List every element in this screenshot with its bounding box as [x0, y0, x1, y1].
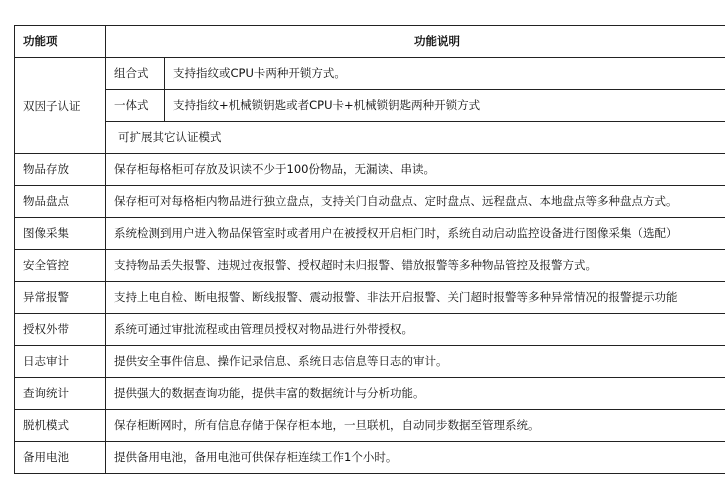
two-factor-extension: 可扩展其它认证模式	[106, 122, 725, 154]
two-factor-row-3	[15, 122, 725, 154]
mode-combined: 组合式	[106, 58, 165, 90]
mode-combined-description: 支持指纹或CPU卡两种开锁方式。	[165, 58, 725, 90]
row-description: 支持物品丢失报警、违规过夜报警、授权超时未归报警、错放报警等多种物品管控及报警方式。	[106, 250, 725, 282]
table-row	[15, 218, 725, 250]
row-description: 保存柜断网时，所有信息存储于保存柜本地，一旦联机，自动同步数据至管理系统。	[106, 410, 725, 442]
row-item: 安全管控	[15, 250, 106, 282]
row-item: 查询统计	[15, 378, 106, 410]
row-description: 提供安全事件信息、操作记录信息、系统日志信息等日志的审计。	[106, 346, 725, 378]
table-row	[15, 410, 725, 442]
table-row	[15, 346, 725, 378]
row-description: 系统检测到用户进入物品保管室时或者用户在被授权开启柜门时，系统自动启动监控设备进行图像采集（选配）	[106, 218, 725, 250]
feature-table	[14, 25, 725, 474]
row-item: 日志审计	[15, 346, 106, 378]
table-row	[15, 154, 725, 186]
row-description: 保存柜每格柜可存放及识读不少于100份物品，无漏读、串读。	[106, 154, 725, 186]
two-factor-row-2	[15, 90, 725, 122]
table-row	[15, 442, 725, 474]
table-row	[15, 314, 725, 346]
table-row	[15, 186, 725, 218]
mode-integrated-description: 支持指纹+机械锁钥匙或者CPU卡+机械锁钥匙两种开锁方式	[165, 90, 725, 122]
header-item: 功能项	[15, 26, 106, 58]
header-description: 功能说明	[106, 26, 725, 58]
row-item: 物品存放	[15, 154, 106, 186]
mode-integrated: 一体式	[106, 90, 165, 122]
row-description: 支持上电自检、断电报警、断线报警、震动报警、非法开启报警、关门超时报警等多种异常情况的报警提示功能	[106, 282, 725, 314]
row-item: 授权外带	[15, 314, 106, 346]
row-item: 异常报警	[15, 282, 106, 314]
two-factor-label: 双因子认证	[15, 58, 106, 154]
row-description: 系统可通过审批流程或由管理员授权对物品进行外带授权。	[106, 314, 725, 346]
row-item: 脱机模式	[15, 410, 106, 442]
row-item: 图像采集	[15, 218, 106, 250]
row-description: 提供备用电池，备用电池可供保存柜连续工作1个小时。	[106, 442, 725, 474]
row-description: 保存柜可对每格柜内物品进行独立盘点，支持关门自动盘点、定时盘点、远程盘点、本地盘点等多种盘点方式。	[106, 186, 725, 218]
header-row	[15, 26, 725, 58]
table-row	[15, 250, 725, 282]
table-row	[15, 378, 725, 410]
row-item: 备用电池	[15, 442, 106, 474]
row-description: 提供强大的数据查询功能，提供丰富的数据统计与分析功能。	[106, 378, 725, 410]
two-factor-row-1	[15, 58, 725, 90]
table-row	[15, 282, 725, 314]
row-item: 物品盘点	[15, 186, 106, 218]
